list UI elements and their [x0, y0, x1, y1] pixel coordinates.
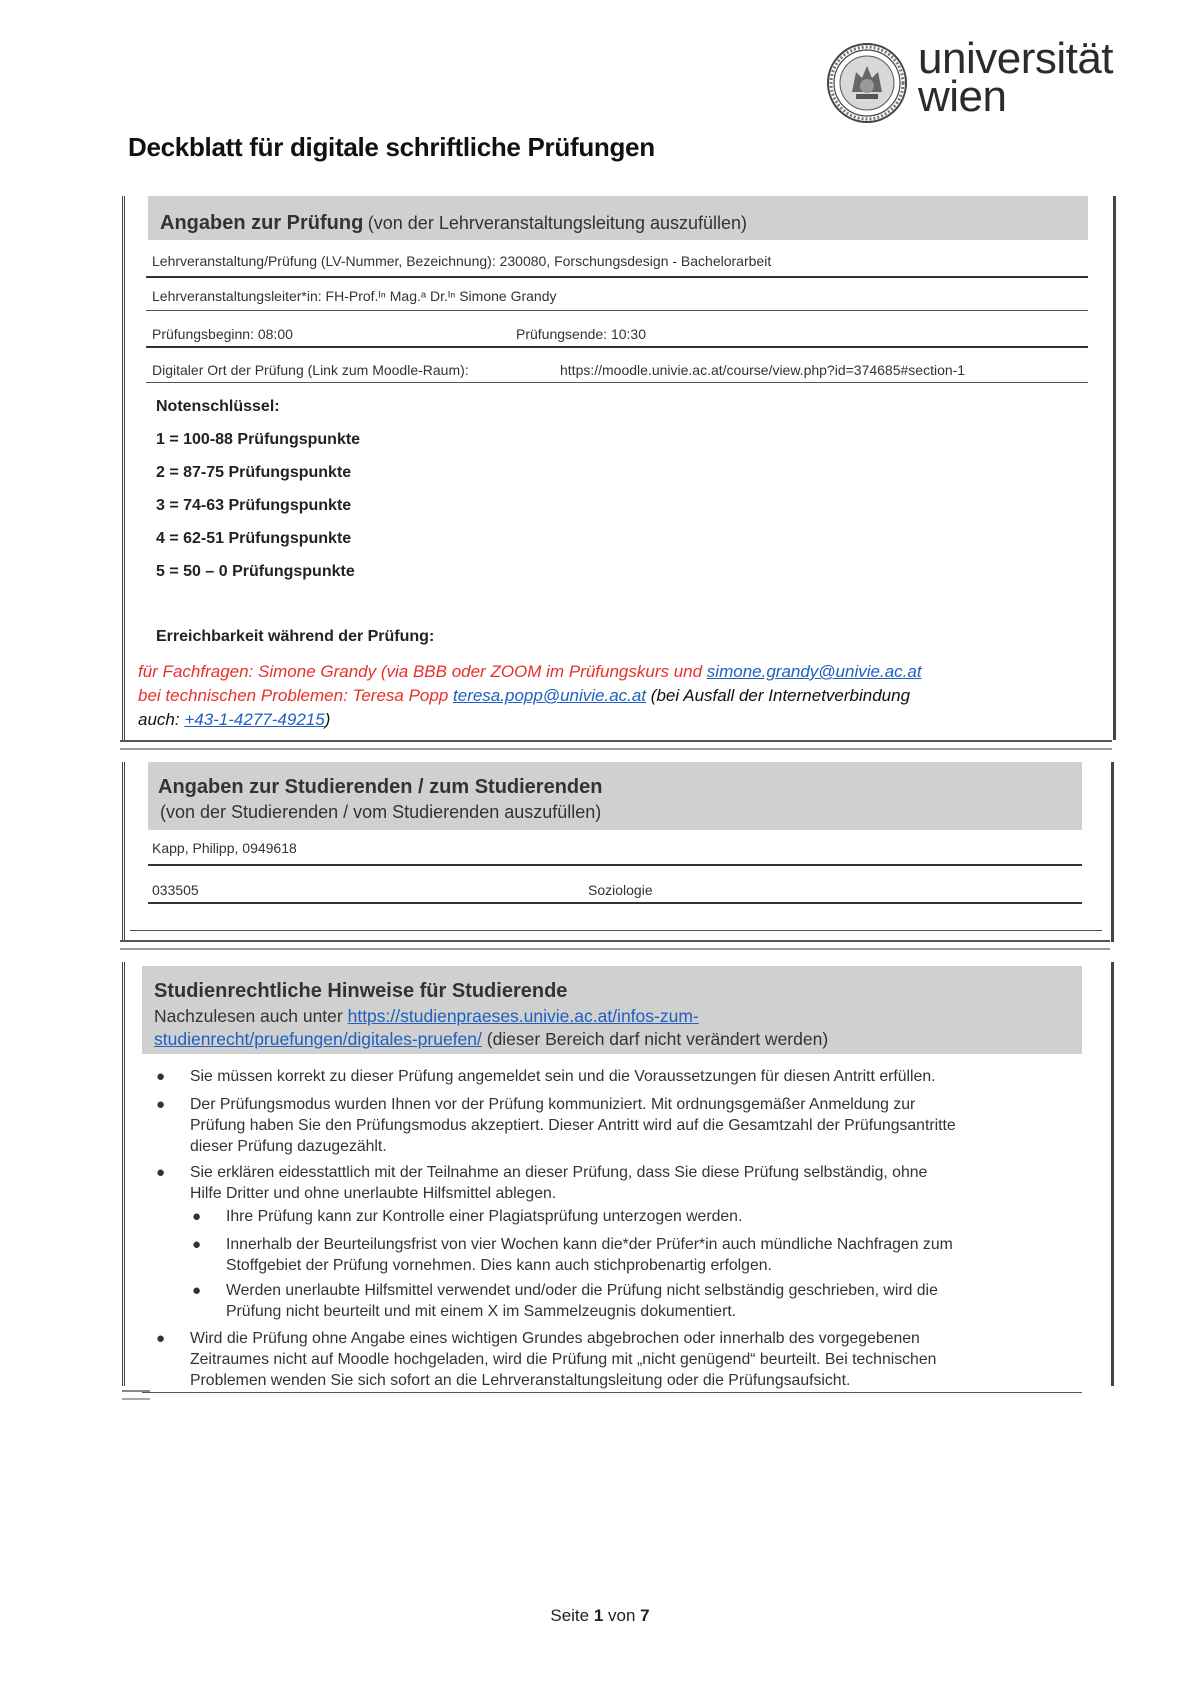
- contact-technical-line: bei technischen Problemen: Teresa Popp teresa.popp@univie.ac.at (bei Ausfall der Internetverbindung: [138, 686, 911, 705]
- notice-item: ● Sie erklären eidesstattlich mit der Teilnahme an dieser Prüfung, dass Sie diese Prüfung selbständig, ohne Hilfe Dritter und ohne unerlaubte Hilfsmittel ablegen.: [156, 1164, 928, 1202]
- phone-link[interactable]: +43-1-4277-49215: [184, 710, 325, 729]
- bullet-icon: ●: [192, 1282, 202, 1299]
- divider: [146, 310, 1088, 311]
- exam-info-heading: Angaben zur Prüfung: [160, 212, 364, 234]
- student-info-heading-note: (von der Studierenden / vom Studierenden auszufüllen): [160, 802, 602, 822]
- grade-2: 2 = 87-75 Prüfungspunkte: [156, 464, 352, 481]
- document-title: Deckblatt für digitale schriftliche Prüfungen: [128, 132, 655, 162]
- bullet-icon: ●: [192, 1236, 202, 1253]
- divider: [142, 1392, 1082, 1393]
- logo-wordmark: [918, 34, 1114, 121]
- bullet-icon: ●: [156, 1096, 166, 1113]
- logo-line-2: wien: [918, 72, 1007, 121]
- notice-item: ● Wird die Prüfung ohne Angabe eines wichtigen Grundes abgebrochen oder innerhalb des vorgegebenen Zeitraumes nicht auf Moodle hochgeladen, wird die Prüfung mit „nicht genügend“ beurteilt. Bei technischen Problemen wenden Sie sich sofort an die Lehrveranstaltungsleitung oder die Prüfungsaufsicht.: [156, 1330, 937, 1389]
- exam-start-field: Prüfungsbeginn: 08:00: [152, 326, 293, 342]
- university-seal-icon: [826, 42, 908, 124]
- reachability-title: Erreichbarkeit während der Prüfung:: [156, 628, 435, 645]
- page-number: 1: [593, 1606, 604, 1625]
- bullet-icon: ●: [156, 1068, 166, 1085]
- location-url: https://moodle.univie.ac.at/course/view.php?id=374685#section-1: [560, 362, 966, 378]
- notice-item: ● Der Prüfungsmodus wurden Ihnen vor der Prüfung kommuniziert. Mit ordnungsgemäßer Anmeldung zur Prüfung haben Sie den Prüfungsmodus akzeptiert. Dieser Antritt wird auf die Gesamtzahl der Prüfungsantritte dieser Prüfung dazugezählt.: [156, 1096, 956, 1155]
- student-info-inner-rule: [130, 930, 1102, 931]
- university-logo: [826, 34, 1126, 126]
- program-name-field[interactable]: Soziologie: [588, 882, 653, 898]
- page-total: 7: [640, 1606, 650, 1625]
- exam-info-header: [148, 196, 1088, 240]
- studienpraeses-link-continued[interactable]: studienrecht/pruefungen/digitales-pruefen/: [154, 1029, 482, 1049]
- notice-sub-item: ● Werden unerlaubte Hilfsmittel verwendet und/oder die Prüfung nicht selbständig geschrieben, wird die Prüfung nicht beurteilt und mit einem X im Sammelzeugnis dokumentiert.: [192, 1282, 938, 1320]
- email-link-popp[interactable]: teresa.popp@univie.ac.at: [453, 686, 647, 705]
- contact-subject-line: für Fachfragen: Simone Grandy (via BBB oder ZOOM im Prüfungskurs und simone.grandy@univie.ac.at: [138, 662, 922, 681]
- grade-1: 1 = 100-88 Prüfungspunkte: [156, 431, 361, 448]
- notice-sub-item: ● Innerhalb der Beurteilungsfrist von vier Wochen kann die*der Prüfer*in auch mündliche Nachfragen zum Stoffgebiet der Prüfung vornehmen. Dies kann auch stichprobenartig erfolgen.: [192, 1236, 953, 1274]
- notice-sub-item: ● Ihre Prüfung kann zur Kontrolle einer Plagiatsprüfung unterzogen werden.: [192, 1208, 743, 1225]
- student-name-field[interactable]: Kapp, Philipp, 0949618: [152, 840, 297, 856]
- grade-3: 3 = 74-63 Prüfungspunkte: [156, 497, 352, 514]
- logo-line-1: universität: [918, 34, 1114, 83]
- divider: [146, 346, 1088, 348]
- location-label: Digitaler Ort der Prüfung (Link zum Moodle-Raum):: [152, 362, 469, 378]
- grade-4: 4 = 62-51 Prüfungspunkte: [156, 530, 352, 547]
- studienpraeses-link[interactable]: https://studienpraeses.univie.ac.at/infos-zum-: [347, 1006, 699, 1026]
- legal-notes-intro-line-1: Nachzulesen auch unter https://studienpraeses.univie.ac.at/infos-zum-: [154, 1006, 699, 1026]
- divider: [146, 276, 1088, 278]
- contact-phone-line: auch: +43-1-4277-49215): [138, 710, 331, 729]
- notice-item: ● Sie müssen korrekt zu dieser Prüfung angemeldet sein und die Voraussetzungen für diesen Antritt erfüllen.: [156, 1068, 936, 1085]
- legal-notes-heading: Studienrechtliche Hinweise für Studierende: [154, 980, 568, 1002]
- email-link-grandy[interactable]: simone.grandy@univie.ac.at: [706, 662, 922, 681]
- divider: [146, 382, 1088, 383]
- grading-title: Notenschlüssel:: [156, 398, 280, 415]
- legal-notes-intro-line-2: studienrecht/pruefungen/digitales-pruefen/ (dieser Bereich darf nicht verändert werden): [154, 1029, 829, 1049]
- lecturer-field: Lehrveranstaltungsleiter*in: FH-Prof.ᴵⁿ Mag.ᵃ Dr.ᴵⁿ Simone Grandy: [152, 288, 557, 304]
- program-code-field[interactable]: 033505: [152, 882, 199, 898]
- bullet-icon: ●: [156, 1164, 166, 1181]
- page-footer: Seite 1 von 7: [550, 1606, 650, 1625]
- divider: [148, 902, 1082, 904]
- student-info-heading: Angaben zur Studierenden / zum Studierenden: [158, 776, 603, 798]
- student-info-frame-bottom: [120, 940, 1110, 950]
- exam-end-field: Prüfungsende: 10:30: [516, 326, 646, 342]
- grade-5: 5 = 50 – 0 Prüfungspunkte: [156, 563, 355, 580]
- course-field: Lehrveranstaltung/Prüfung (LV-Nummer, Bezeichnung): 230080, Forschungsdesign - Bachelorarbeit: [152, 253, 772, 269]
- legal-notes-header: [142, 966, 1082, 1054]
- divider: [148, 864, 1082, 866]
- exam-info-heading-note: (von der Lehrveranstaltungsleitung auszufüllen): [367, 213, 748, 233]
- bullet-icon: ●: [156, 1330, 166, 1347]
- bullet-icon: ●: [192, 1208, 202, 1225]
- student-info-header: [148, 762, 1082, 830]
- exam-info-frame-bottom: [120, 740, 1112, 750]
